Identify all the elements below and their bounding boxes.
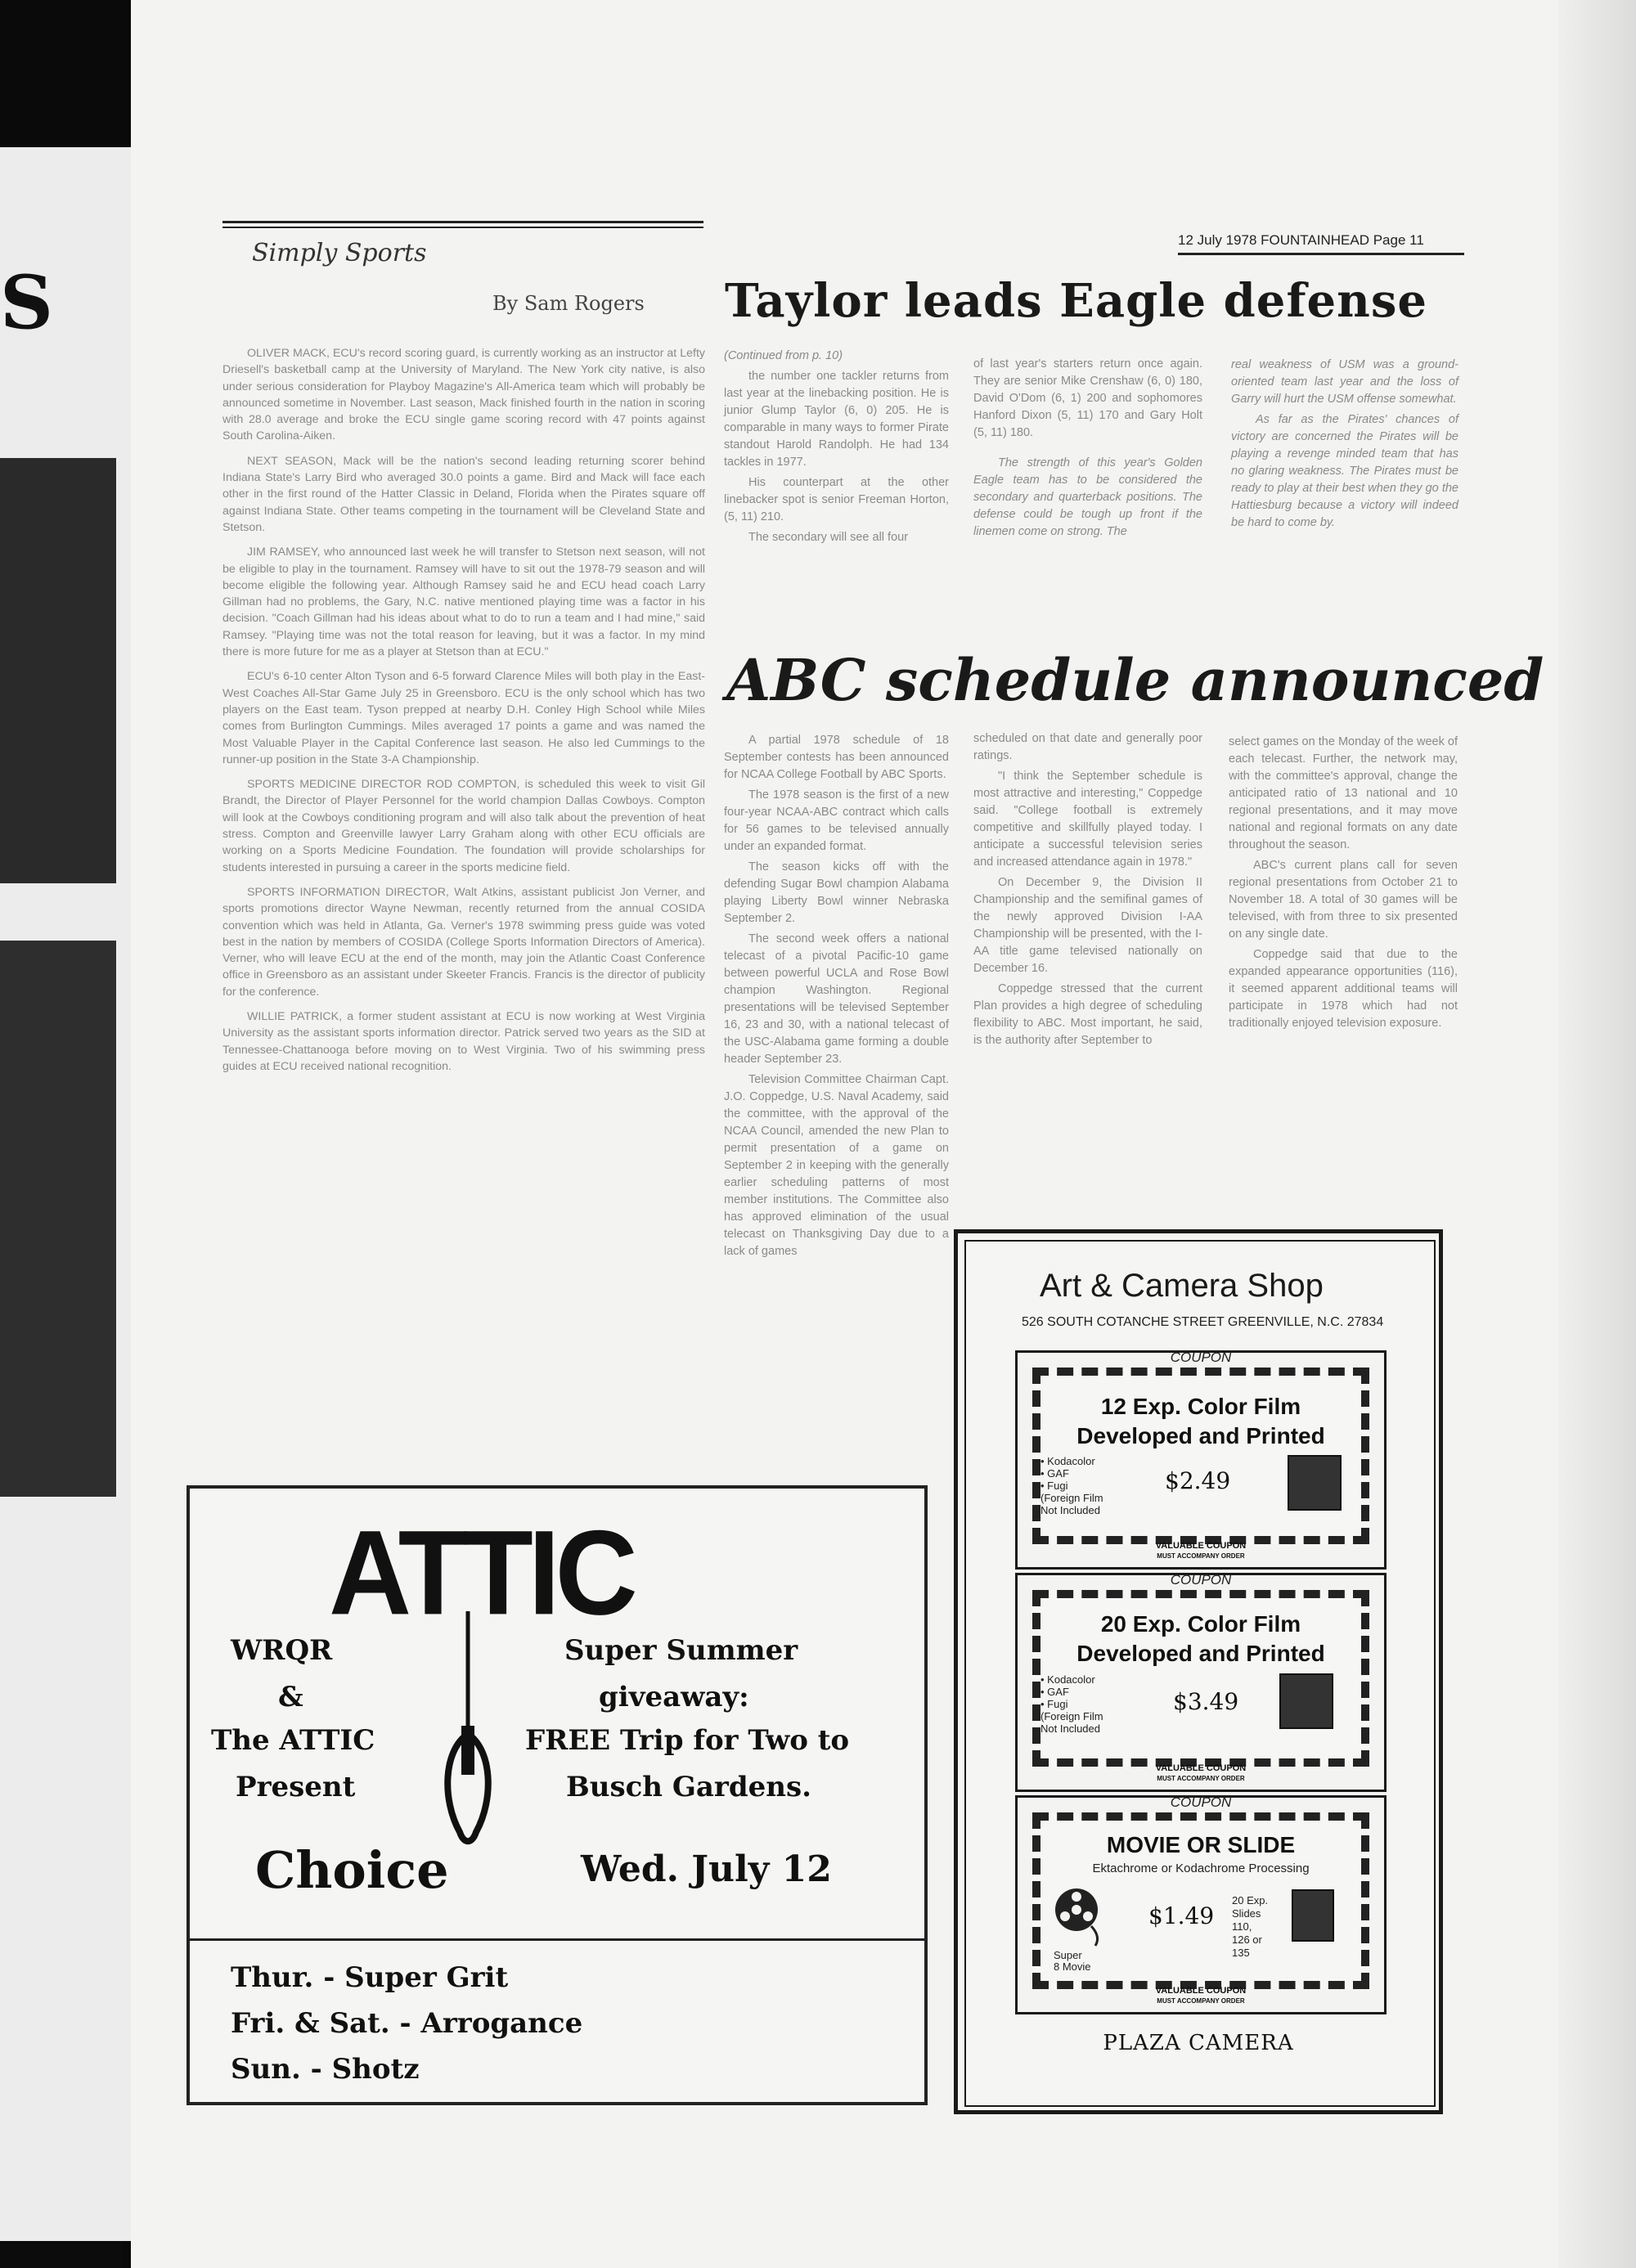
coupon-label: COUPON	[1170, 1350, 1232, 1365]
page-header-rule	[1178, 253, 1464, 255]
article-paragraph: The strength of this year's Golden Eagle team has to be considered the secondary and quarterback positions. The defense could be tough up front if the linemen come on strong. The	[973, 456, 1202, 538]
coupon-20-exp[interactable]	[1015, 1573, 1387, 1792]
coupon-footer: MUST ACCOMPANY ORDER	[1157, 1775, 1245, 1782]
coupon-price: $1.49	[1148, 1902, 1215, 1929]
plaza-camera-footer: PLAZA CAMERA	[1103, 2031, 1294, 2055]
slide-info: Slides	[1232, 1907, 1261, 1920]
event-date: Wed. July 12	[581, 1848, 832, 1890]
previous-page-headline-fragment: S	[0, 259, 53, 346]
coupon-title: MOVIE OR SLIDE	[1106, 1832, 1296, 1857]
coupon-bullet: • GAF	[1040, 1686, 1069, 1698]
coupon-bullet: Super	[1054, 1949, 1082, 1961]
article-paragraph: "I think the September schedule is most attractive and interesting," Coppedge said. "College football is extremely competitive and skillfully played today. I anticipate a successful television series and increased attendance again in 1978."	[973, 770, 1202, 869]
article-paragraph: select games on the Monday of the week of each telecast. Further, the network may, with the committee's approval, change the anticipated ratio of 13 national and 10 regional presentations, and it may move national and regional formats on any date throughout the season.	[1229, 735, 1458, 851]
taylor-column-3	[1231, 357, 1458, 535]
article-paragraph: A partial 1978 schedule of 18 September contests has been announced for NCAA College Football by ABC Sports.	[724, 734, 949, 781]
article-paragraph: WILLIE PATRICK, a former student assistant at ECU is now working at West Virginia University as the assistant sports information director. Patrick served two years as the SID at Tennessee-Chattanooga before moving on to West Virginia. Two of his swimming press guides at ECU received national recognition.	[222, 1009, 705, 1073]
abc-column-3	[1229, 734, 1458, 1035]
coupon-bullet: (Foreign Film	[1040, 1710, 1103, 1722]
coupon-label: COUPON	[1170, 1794, 1232, 1810]
camera-shop-advertisement	[954, 1229, 1443, 2114]
article-paragraph: On December 9, the Division II Championship and the semifinal games of the newly approved Division I-AA Championship will be presented, with the I-AA title game televised nationally on December 16.	[973, 876, 1202, 975]
previous-page-photo	[0, 458, 116, 883]
article-paragraph: The 1978 season is the first of a new four-year NCAA-ABC contract which calls for 56 games to be televised annually under an expanded format.	[724, 788, 949, 853]
article-paragraph: SPORTS INFORMATION DIRECTOR, Walt Atkins, assistant publicist Jon Verner, and sports promotions director Wayne Newman, recently returned from the annual COSIDA convention which was held in Atlanta, Ga. Verner's 1978 swimming press guide was voted best in the nation by members of COSIDA (College Sports Information Directors of America). Verner, who will leave ECU at the end of the month, may join the Atlantic Coast Conference office in Greensboro as an assistant under Skeeter Francis. Francis is the director of publicity for the conference.	[222, 885, 705, 999]
article-paragraph: The second week offers a national telecast of a pivotal Pacific-10 game between powerful UCLA and Rose Bowl champion Washington. Regional presentations will be televised September 16, 23 and 30, with a national telecast of the USC-Alabama game forming a double header September 23.	[724, 932, 949, 1066]
shop-name: Art & Camera Shop	[1040, 1268, 1324, 1304]
slide-info: 110,	[1232, 1920, 1252, 1933]
ad-text-left: The ATTIC	[211, 1724, 375, 1757]
ad-text-left: &	[278, 1681, 303, 1713]
coupon-bullet: • Kodacolor	[1040, 1673, 1095, 1686]
shop-address: 526 SOUTH COTANCHE STREET GREENVILLE, N.C. 27834	[1022, 1315, 1384, 1329]
ad-text-left: Present	[236, 1771, 356, 1803]
coupon-bullet: 8 Movie	[1054, 1960, 1091, 1973]
ad-text-right: Super Summer	[564, 1634, 798, 1667]
article-paragraph: SPORTS MEDICINE DIRECTOR ROD COMPTON, is scheduled this week to visit Gil Brandt, the Director of Player Personnel for the world champion Dallas Cowboys. Compton will look at the Cowboys conditioning program and will also talk about the prevention of heat stress. Compton and Greenville lawyer Larry Graham along with other ECU officials are working on a Sports Medicine Foundation. The foundation will provide scholarships for students interested in pursuing a career in the sports medicine field.	[222, 778, 705, 874]
coupon-title: 12 Exp. Color Film	[1100, 1394, 1301, 1419]
coupon-footer: VALUABLE COUPON	[1155, 1986, 1247, 1996]
article-paragraph: NEXT SEASON, Mack will be the nation's second leading returning scorer behind Indiana State's Larry Bird who averaged 30.0 points a game. Bird and Mack will face each other in the first round of the Hatter Classic in Deland, Florida when the Pirates square off against Indiana State. Other teams competing in the tournament will be Cleveland State and Stetson.	[222, 454, 705, 534]
coupon-bullet: • Fugi	[1040, 1698, 1068, 1710]
coupon-bullet: Not Included	[1040, 1504, 1100, 1516]
article-paragraph: The secondary will see all four	[748, 531, 909, 544]
coupon-title: Developed and Printed	[1076, 1641, 1325, 1666]
lineup-item: Thur. - Super Grit	[231, 1961, 509, 1994]
coupon-price: $3.49	[1173, 1688, 1239, 1715]
coupon-bullet: Not Included	[1040, 1722, 1100, 1735]
coupon-bullet: • GAF	[1040, 1467, 1069, 1480]
slide-info: 20 Exp.	[1232, 1894, 1269, 1906]
previous-page-photo	[0, 941, 116, 1497]
taylor-column-2	[973, 356, 1202, 544]
article-paragraph: ECU's 6-10 center Alton Tyson and 6-5 forward Clarence Miles will both play in the East-West Coaches All-Star Game July 25 in Greensboro. ECU is the only school which has two players on the East team. Tyson prepped at nearby D.H. Conley High School while Miles comes from Burlington Cummings. Miles averaged 17 points a game and was named the Most Valuable Player in the Capital Conference last season. He also led Cummings to the runner-up position in the State 3-A Championship.	[222, 670, 705, 766]
coupon-title: Developed and Printed	[1076, 1423, 1325, 1448]
attic-advertisement	[187, 1485, 928, 2105]
coupon-footer: MUST ACCOMPANY ORDER	[1157, 1997, 1245, 2005]
coupon-subtitle: Ektachrome or Kodachrome Processing	[1092, 1862, 1310, 1875]
coupon-bullet: • Kodacolor	[1040, 1455, 1095, 1467]
article-paragraph: As far as the Pirates' chances of victory are concerned the Pirates will be playing a revenge minded team that has no glaring weakness. The Pirates must be ready to play at their best when they go the Hattiesburg because a victory will indeed be hard to come by.	[1231, 413, 1458, 529]
abc-column-2	[973, 730, 1202, 1053]
ad-text-left: WRQR	[231, 1634, 333, 1667]
article-paragraph: Coppedge said that due to the expanded appearance opportunities (116), it seemed apparent additional teams will participate in 1978 which had not traditionally enjoyed television exposure.	[1229, 948, 1458, 1030]
slide-info: 126 or	[1232, 1933, 1262, 1946]
ad-text-right: FREE Trip for Two to	[525, 1724, 850, 1757]
sports-column-body	[222, 345, 705, 1083]
article-paragraph: JIM RAMSEY, who announced last week he will transfer to Stetson next season, will not be eligible to play in the tournament. Ramsey will have to sit out the 1978-79 season and will become eligible the following year. Although Ramsey said he and ECU head coach Larry Gillman had no problems, the Gary, N.C. native mentioned playing time was a factor in his decision. "Coach Gillman had his ideas about what to do to run a team and I had mine," said Ramsey. "Playing time was not the total reason for leaving, but it was a factor. In my mind there is more future for me as a player at Stetson than at ECU."	[222, 546, 705, 659]
ad-text-right: Busch Gardens.	[566, 1771, 811, 1803]
coupon-price: $2.49	[1165, 1467, 1231, 1494]
coupon-photo	[1279, 1673, 1333, 1729]
slide-info: 135	[1232, 1947, 1250, 1959]
coupon-footer: VALUABLE COUPON	[1155, 1763, 1247, 1773]
coupon-title: 20 Exp. Color Film	[1100, 1611, 1301, 1637]
article-paragraph: of last year's starters return once again. They are senior Mike Crenshaw (6, 0) 180, David O'Dom (6, 1) 200 and sophomores Hanford Dixon (5, 11) 170 and Gary Holt (5, 11) 180.	[973, 357, 1202, 439]
attic-logo: ATTIC	[329, 1505, 633, 1640]
coupon-movie-slide[interactable]	[1015, 1795, 1387, 2014]
article-paragraph: ABC's current plans call for seven regional presentations from October 21 to November 18. A total of 30 games will be televised, with from three to six presented on any single date.	[1229, 859, 1458, 941]
lineup-item: Fri. & Sat. - Arrogance	[231, 2007, 583, 2040]
coupon-footer: VALUABLE COUPON	[1155, 1541, 1247, 1551]
article-paragraph: Television Committee Chairman Capt. J.O. Coppedge, U.S. Naval Academy, said the committee, with the approval of the NCAA Council, amended the new Plan to permit presentation of a game on September 2 in keeping with the generally earlier scheduling patterns of most member institutions. The Committee also has approved elimination of the usual telecast on Thanksgiving Day due to a lack of games	[724, 1073, 949, 1258]
taylor-headline: Taylor leads Eagle defense	[725, 274, 1428, 328]
coupon-12-exp[interactable]	[1015, 1350, 1387, 1570]
coupon-photo	[1292, 1889, 1334, 1942]
column-title: Simply Sports	[252, 239, 427, 267]
ad-text-right: giveaway:	[599, 1681, 749, 1713]
lineup-item: Sun. - Shotz	[231, 2053, 420, 2086]
coupon-footer: MUST ACCOMPANY ORDER	[1157, 1552, 1245, 1560]
page-header-date: 12 July 1978 FOUNTAINHEAD Page 11	[1178, 232, 1424, 248]
coupon-bullet: (Foreign Film	[1040, 1492, 1103, 1504]
continued-note: (Continued from p. 10)	[724, 349, 843, 362]
article-paragraph: His counterpart at the other linebacker spot is senior Freeman Horton, (5, 11) 210.	[724, 476, 949, 523]
article-paragraph: Coppedge stressed that the current Plan provides a high degree of scheduling flexibility to ABC. Most important, he said, is the authority after September to	[973, 982, 1202, 1047]
article-paragraph: OLIVER MACK, ECU's record scoring guard, is currently working as an instructor at Lefty Driesell's basketball camp at the University of Maryland. The New York city native, is also under serious consideration for Playboy Magazine's All-America team which will probably be announced sometime in November. Last season, Mack finished fourth in the nation in scoring with 28.0 average and broke the ECU single game scoring record with 47 points against South Carolina-Aiken.	[222, 347, 705, 443]
article-paragraph: The season kicks off with the defending Sugar Bowl champion Alabama playing Liberty Bowl winner Nebraska September 2.	[724, 860, 949, 925]
article-paragraph: real weakness of USM was a ground-oriented team last year and the loss of Garry will hurt the USM offense somewhat.	[1231, 358, 1458, 406]
column-rule-top	[222, 221, 703, 223]
band-name: Choice	[255, 1840, 449, 1900]
page-edge-shade	[1558, 0, 1636, 2268]
coupon-label: COUPON	[1170, 1572, 1232, 1588]
byline: By Sam Rogers	[492, 292, 645, 315]
article-paragraph: the number one tackler returns from last year at the linebacking position. He is junior Glump Taylor (6, 0) 205. He is comparable in many ways to former Pirate standout Harold Randolph. He had 134 tackles in 1977.	[724, 370, 949, 469]
ad-divider	[190, 1938, 924, 1941]
film-reel-icon	[1050, 1884, 1108, 1949]
taylor-column-1	[724, 348, 949, 550]
coupon-photo	[1288, 1455, 1342, 1511]
coupon-bullet: • Fugi	[1040, 1480, 1068, 1492]
abc-headline: ABC schedule announced	[726, 646, 1544, 714]
article-paragraph: scheduled on that date and generally poor ratings.	[973, 732, 1202, 762]
column-rule-top	[222, 227, 703, 228]
abc-column-1	[724, 732, 949, 1264]
